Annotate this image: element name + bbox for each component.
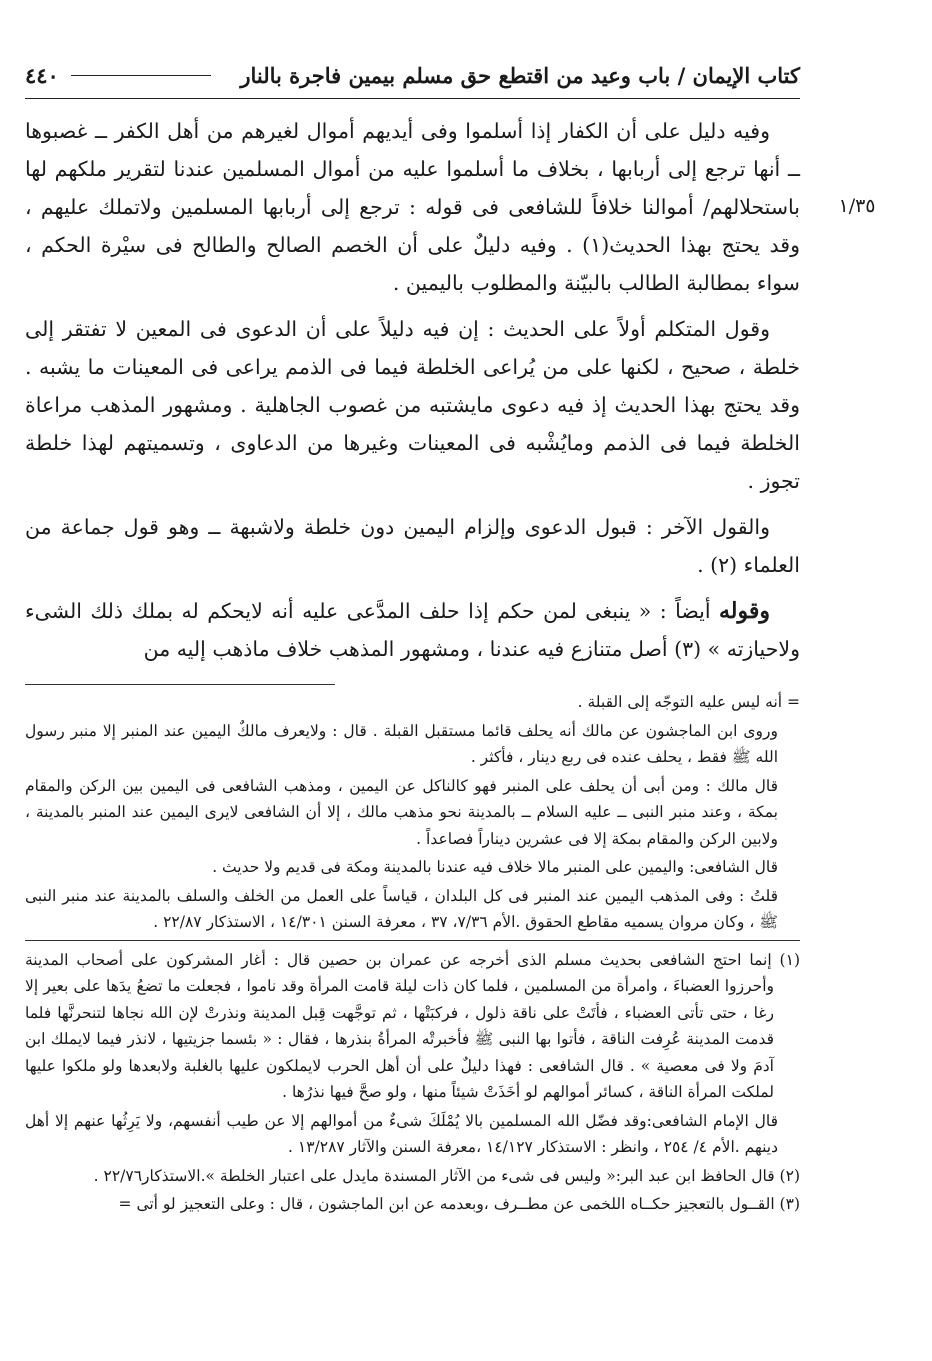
footnote: (١) إنما احتج الشافعى بحديث مسلم الذى أخرجه عن عمران بن حصين قال : أغار المشركون على أصحاب المدينة وأحرزوا العضباءَ ، وامرأة من المسلمين ، فلما كان ذات ليلة قامت المرأة وقد ناموا ، فجعلت ما تضعُ يدَها على بعير إلا رغا ، حتى تأتى العضباء ، فأتَتْ على ناقة ذلول ، فركبَتْها ، ثم توجَّهت قِبل المدينة ونذرتْ لإن الله نجاها لتنحرنَّها فلما قدمت المدينة عُرِفت الناقة ، فأتوا بها النبى ﷺ فأخبرتْه المرأةُ بنذرها ، فقال : « بئسما جزيتيها ، لانذر فيما لايملك ابن آدمَ ولا فى معصية » . قال الشافعى : فهذا دليلٌ على أن أهل الحرب لايملكون عليها بالغلبة ولابعدها ولو ملكوا عليها لملكت المرأة الناقة ، كسائر أموالهم لو أخَذَتْ شيئاً منها ، ولو صحَّ فيها نذرُها . [25, 950, 801, 1101]
chapter-title: كتاب الإيمان / باب وعيد من اقتطع حق مسلم بيمين فاجرة بالنار [240, 62, 800, 88]
footnote-continuation: قلتُ : وفى المذهب اليمين عند المنبر فى كل البلدان ، قياساً على العمل من الخلف والسلف بالمدينة عند منبر النبى ﷺ ، وكان مروان يسميه مقاطع الحقوق .الأم ٧/٣٦، ٣٧ ، معرفة السنن ١٤/٣٠١ ، الاستذكار ٢٢/٨٧ . [25, 886, 778, 931]
footnote: قال الإمام الشافعى:وقد فضّل الله المسلمين بالا يُمْلَكَ شىءٌ من أموالهم إلا عن طيب أنفسهم، ولا يَرِثُها عنهم إلا أهل دينهم .الأم ٤/ ٢٥٤ ، وانظر : الاستذكار ١٤/١٢٧ ،معرفة السنن والآثار ١٣/٢٨٧ . [25, 1111, 778, 1156]
footnote-rule [25, 684, 335, 685]
footnote-continuation: وروى ابن الماجشون عن مالك أنه يحلف قائما مستقبل القبلة . قال : ولايعرف مالكٌ اليمين عند المنبر إلا منبر رسول الله ﷺ فقط ، يحلف عنده فى ربع دينار ، فأكثر . [25, 721, 778, 766]
footnote-separator [25, 940, 800, 941]
footnote-continuation: = أنه ليس عليه التوجّه إلى القبلة . [577, 693, 800, 711]
main-text [25, 112, 800, 676]
footnotes [25, 684, 800, 1220]
paragraph: وقول المتكلم أولاً على الحديث : إن فيه دليلاً على أن الدعوى فى المعين لا تفتقر إلى خلطة ، صحيح ، لكنها على من يُراعى الخلطة فيما فى الذمم يراعى فى المعينات ما يشبه . وقد يحتج بهذا الحديث إذ فيه دعوى مايشتبه من غصوب الجاهلية . ومشهور المذهب مراعاة الخلطة فيما فى الذمم ومايُشْبه فى المعينات وغيرها من الدعاوى ، وتسميتهم لهذا خلطة تجوز . [25, 317, 800, 493]
footnote: (٢) قال الحافظ ابن عبد البر:« وليس فى شىء من الآثار المسندة مايدل على اعتبار الخلطة ».الاستذكار٢٢/٧٦ . [93, 1166, 800, 1185]
paragraph-text: أيضاً : « ينبغى لمن حكم إذا حلف المدَّعى عليه أنه لايحكم له بملك ذلك الشىء ولاحيازته » (٣) أصل متنازع فيه عندنا ، ومشهور المذهب خلاف ماذهب إليه من [25, 599, 800, 661]
footnote: (٣) القــول بالتعجيز حكــاه اللخمى عن مطــرف ،وبعدمه عن ابن الماجشون ، قال : وعلى التعجيز لو أتى = [118, 1195, 800, 1213]
page-number: ٤٤٠ [25, 62, 59, 88]
footnote-continuation: قال الشافعى: واليمين على المنبر مالا خلاف فيه عندنا بالمدينة ومكة فى قديم ولا حديث . [212, 858, 778, 876]
footnote-continuation: قال مالك : ومن أبى أن يحلف على المنبر فهو كالناكل عن اليمين ، ومذهب الشافعى فى اليمين بين الركن والمقام بمكة ، وعند منبر النبى ــ عليه السلام ــ بالمدينة نحو مذهب مالك ، إلا أن الشافعى لايرى اليمين عند المنبر بالمدينة ، ولابين الركن والمقام بمكة إلا فى عشرين ديناراً فصاعداً . [25, 776, 778, 848]
paragraph: والقول الآخر : قبول الدعوى وإلزام اليمين دون خلطة ولاشبهة ــ وهو قول جماعة من العلماء (٢) . [25, 515, 800, 577]
header-rule [71, 75, 211, 76]
bold-lead-word: وقوله [718, 598, 770, 624]
paragraph [25, 592, 800, 668]
running-header [25, 52, 800, 99]
paragraph: وفيه دليل على أن الكفار إذا أسلموا وفى أيديهم أموال لغيرهم من أهل الكفر ــ غصبوها ــ أنها ترجع إلى أربابها ، بخلاف ما أسلموا عليه من أموال المسلمين عندنا لتقرير ملكهم لها باستحلالهم/ أموالنا خلافاً للشافعى فى قوله : ترجع إلى أربابها المسلمين ولاتملك عليهم ، وقد يحتج بهذا الحديث(١) . وفيه دليلٌ على أن الخصم الصالح والطالح فى سيْرة الحكم ، سواء بمطالبة الطالب بالبيّنة والمطلوب باليمين . [25, 119, 800, 295]
folio-margin-note: ١/٣٥ [838, 195, 876, 217]
